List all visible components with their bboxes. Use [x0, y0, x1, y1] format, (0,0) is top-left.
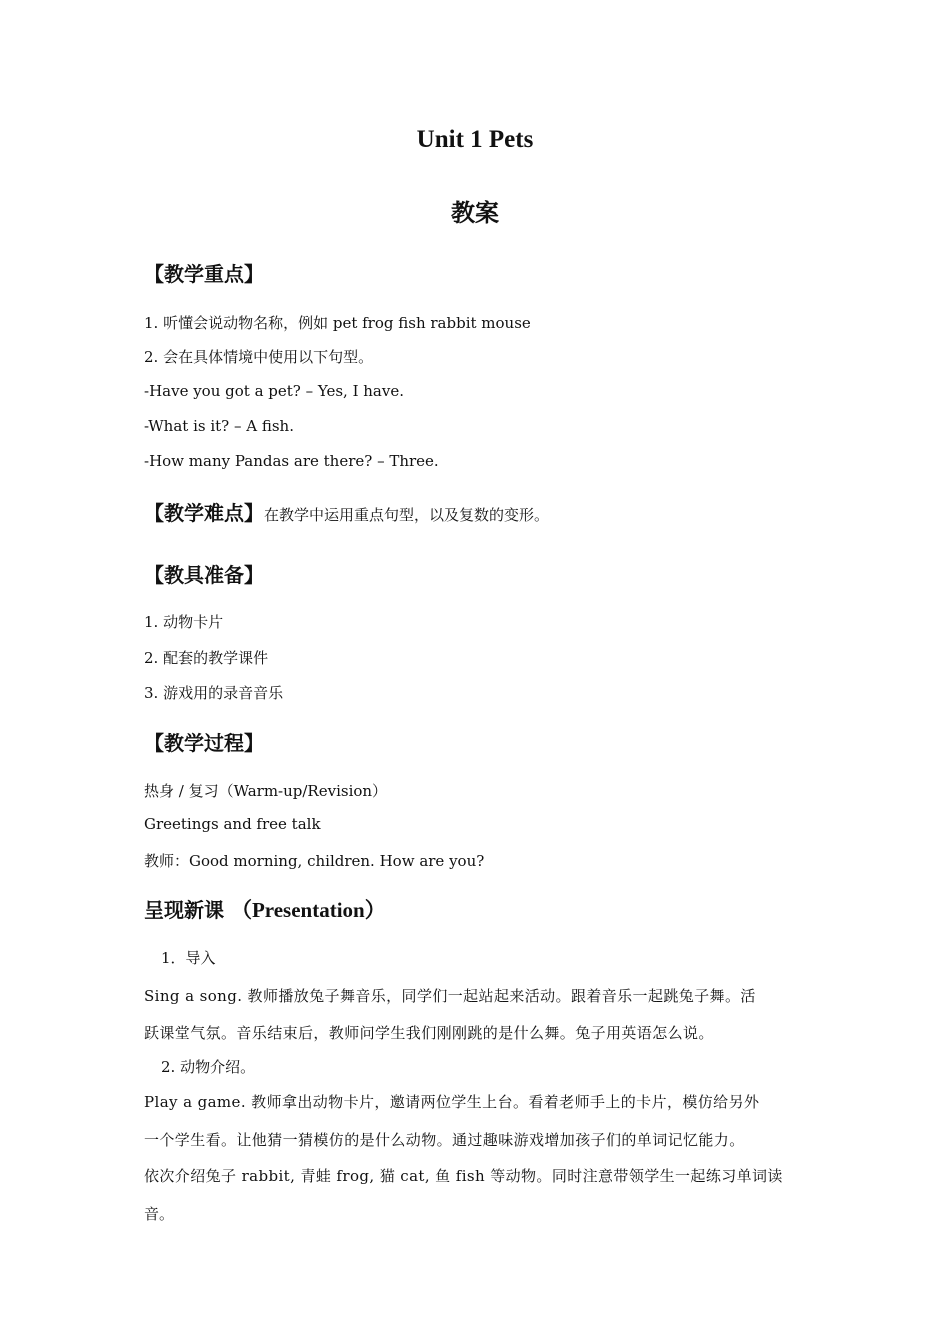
step2-line-3: 依次介绍兔子 rabbit, 青蛙 frog, 猫 cat, 鱼 fish 等动物。同时注意带领学生一起练习单词读 [144, 1167, 783, 1185]
process-line-3: 教师：Good morning, children. How are you? [144, 852, 485, 870]
focus-sentence-3: -How many Pandas are there? – Three. [144, 452, 439, 470]
focus-item-1: 1. 听懂会说动物名称，例如 pet frog fish rabbit mouse [144, 314, 531, 332]
step2-line-4: 音。 [144, 1205, 175, 1223]
process-heading: 【教学过程】 [144, 731, 264, 755]
step2-line-1: Play a game. 教师拿出动物卡片，邀请两位学生上台。看着老师手上的卡片，模仿给另外 [144, 1093, 760, 1111]
focus-sentence-1: -Have you got a pet? – Yes, I have. [144, 382, 404, 400]
difficulty-text: 在教学中运用重点句型，以及复数的变形。 [264, 506, 550, 524]
focus-sentence-2: -What is it? – A fish. [144, 417, 294, 435]
presentation-heading [144, 894, 386, 924]
focus-heading: 【教学重点】 [144, 262, 264, 286]
materials-heading: 【教具准备】 [144, 563, 264, 587]
materials-item-1: 1. 动物卡片 [144, 613, 224, 631]
presentation-heading-cn: 呈现新课 [144, 898, 231, 922]
step1-line-1: Sing a song. 教师播放兔子舞音乐，同学们一起站起来活动。跟着音乐一起跳兔子舞。活 [144, 987, 756, 1005]
focus-item-2: 2. 会在具体情境中使用以下句型。 [144, 348, 374, 366]
step2-line-2: 一个学生看。让他猜一猜模仿的是什么动物。通过趣味游戏增加孩子们的单词记忆能力。 [144, 1131, 745, 1149]
step1-line-2: 跃课堂气氛。音乐结束后，教师问学生我们刚刚跳的是什么舞。兔子用英语怎么说。 [144, 1024, 714, 1042]
materials-item-2: 2. 配套的教学课件 [144, 649, 269, 667]
difficulty-heading: 【教学难点】 [144, 501, 264, 525]
step2-label: 2. 动物介绍。 [161, 1058, 256, 1076]
materials-item-3: 3. 游戏用的录音音乐 [144, 684, 284, 702]
process-line-1: 热身 / 复习（Warm-up/Revision） [144, 782, 388, 800]
process-line-2: Greetings and free talk [144, 815, 321, 833]
difficulty-section [144, 497, 549, 526]
presentation-heading-en: （Presentation） [230, 898, 386, 922]
document-title: Unit 1 Pets [416, 126, 534, 153]
document-subtitle: 教案 [451, 199, 499, 227]
step1-label: 1．导入 [161, 949, 216, 967]
